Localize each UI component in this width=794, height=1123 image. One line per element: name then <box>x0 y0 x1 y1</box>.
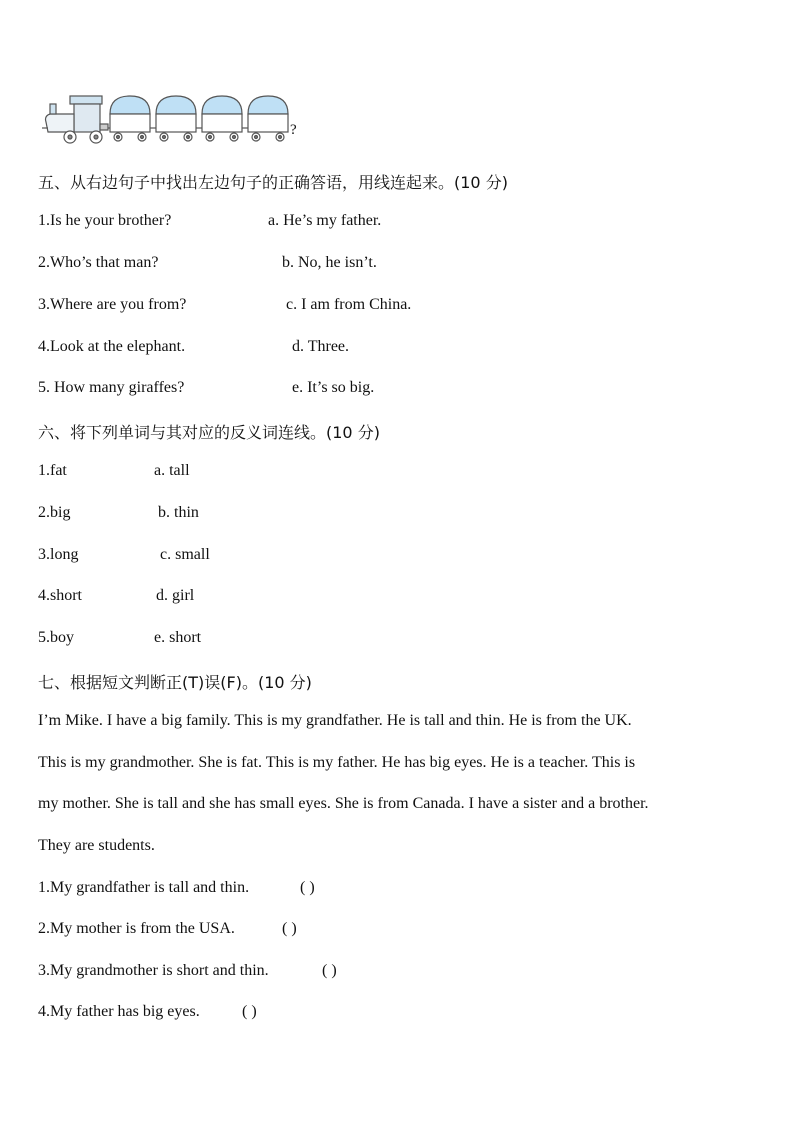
section6-left-4: 4.short <box>38 587 82 604</box>
section6-left-1: 1.fat <box>38 462 67 479</box>
passage-line-2: This is my grandmother. She is fat. This is my father. He has big eyes. He is a teacher. This is <box>38 754 636 771</box>
section5-left-3: 3.Where are you from? <box>38 296 187 313</box>
train-question-mark: ? <box>290 122 297 138</box>
train-illustration <box>40 94 300 146</box>
section6-left-5: 5.boy <box>38 629 74 646</box>
question-1: 1.My grandfather is tall and thin. <box>38 879 250 896</box>
section5-title: 五、从右边句子中找出左边句子的正确答语，用线连起来。(10 分) <box>38 173 508 192</box>
question-4: 4.My father has big eyes. <box>38 1003 200 1020</box>
section6-right-d: d. girl <box>156 587 195 604</box>
section5-right-e: e. It’s so big. <box>292 379 375 396</box>
wagon-icon <box>156 96 196 141</box>
section5-right-d: d. Three. <box>292 338 350 355</box>
answer-blank-4[interactable]: ( ) <box>242 1003 257 1020</box>
question-2: 2.My mother is from the USA. <box>38 920 235 937</box>
wagon-icon <box>202 96 242 141</box>
section5-left-4: 4.Look at the elephant. <box>38 338 186 355</box>
section7-title: 七、根据短文判断正(T)误(F)。(10 分) <box>38 673 312 692</box>
section5-right-a: a. He’s my father. <box>268 212 382 229</box>
wagon-icon <box>248 96 288 141</box>
passage-line-3: my mother. She is tall and she has small eyes. She is from Canada. I have a sister and a brother. <box>38 795 649 812</box>
section5-left-2: 2.Who’s that man? <box>38 254 159 271</box>
passage-line-4: They are students. <box>38 837 155 854</box>
answer-blank-2[interactable]: ( ) <box>282 920 297 937</box>
section5-right-c: c. I am from China. <box>286 296 412 313</box>
locomotive-icon <box>42 96 108 143</box>
answer-blank-1[interactable]: ( ) <box>300 879 315 896</box>
section6-right-a: a. tall <box>154 462 190 479</box>
answer-blank-3[interactable]: ( ) <box>322 962 337 979</box>
section5-left-5: 5. How many giraffes? <box>38 379 185 396</box>
section6-title: 六、将下列单词与其对应的反义词连线。(10 分) <box>38 423 380 442</box>
section6-right-c: c. small <box>160 546 210 563</box>
section6-right-e: e. short <box>154 629 202 646</box>
passage-line-1: I’m Mike. I have a big family. This is my grandfather. He is tall and thin. He is from the UK. <box>38 712 632 729</box>
section5-right-b: b. No, he isn’t. <box>282 254 377 271</box>
section6-right-b: b. thin <box>158 504 199 521</box>
wagon-icon <box>110 96 150 141</box>
question-3: 3.My grandmother is short and thin. <box>38 962 269 979</box>
section5-left-1: 1.Is he your brother? <box>38 212 172 229</box>
section6-left-2: 2.big <box>38 504 71 521</box>
section6-left-3: 3.long <box>38 546 79 563</box>
